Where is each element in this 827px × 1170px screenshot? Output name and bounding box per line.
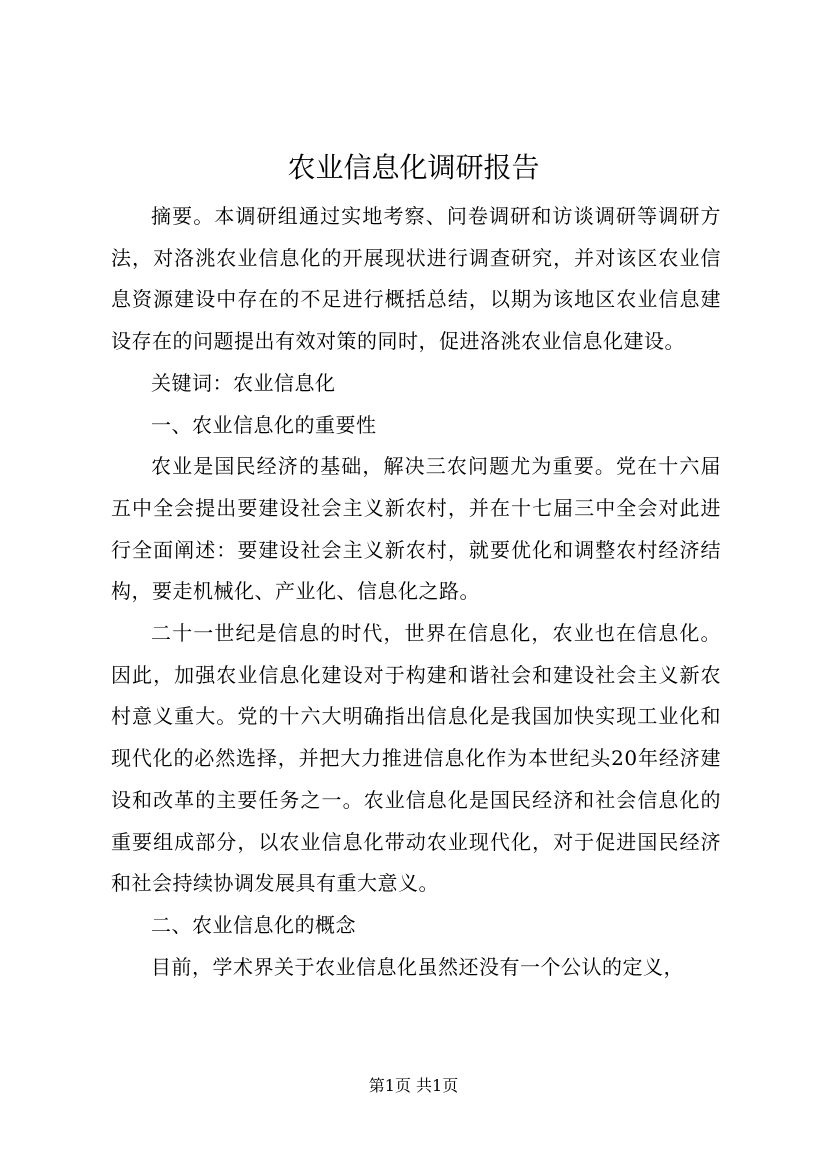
keywords-line: 关键词：农业信息化 — [151, 370, 336, 395]
body-paragraph: 目前，学术界关于农业信息化虽然还没有一个公认的定义， — [151, 954, 684, 979]
body-paragraph: 农业是国民经济的基础，解决三农问题尤为重要。党在十六届五中全会提出要建设社会主义新农村，并在十七届三中全会对此进行全面阐述：要建设社会主义新农村，就要优化和调整农村经济结构，要走机械化、产业化、信息化之路。 — [111, 454, 721, 604]
abstract-paragraph: 摘要。本调研组通过实地考察、问卷调研和访谈调研等调研方法，对洛洮农业信息化的开展现状进行调查研究，并对该区农业信息资源建设中存在的不足进行概括总结，以期为该地区农业信息建设存在的问题提出有效对策的同时，促进洛洮农业信息化建设。 — [111, 204, 721, 354]
section-heading-1: 一、农业信息化的重要性 — [151, 412, 377, 437]
page-footer: 第1页 共1页 — [368, 1076, 459, 1095]
section-heading-2: 二、农业信息化的概念 — [151, 912, 356, 937]
body-paragraph: 二十一世纪是信息的时代，世界在信息化，农业也在信息化。因此，加强农业信息化建设对于构建和谐社会和建设社会主义新农村意义重大。党的十六大明确指出信息化是我国加快实现工业化和现代化的必然选择，并把大力推进信息化作为本世纪头20年经济建设和改革的主要任务之一。农业信息化是国民经济和社会信息化的重要组成部分，以农业信息化带动农业现代化，对于促进国民经济和社会持续协调发展具有重大意义。 — [111, 621, 721, 896]
document-title: 农业信息化调研报告 — [287, 151, 540, 184]
document-body — [111, 196, 721, 988]
